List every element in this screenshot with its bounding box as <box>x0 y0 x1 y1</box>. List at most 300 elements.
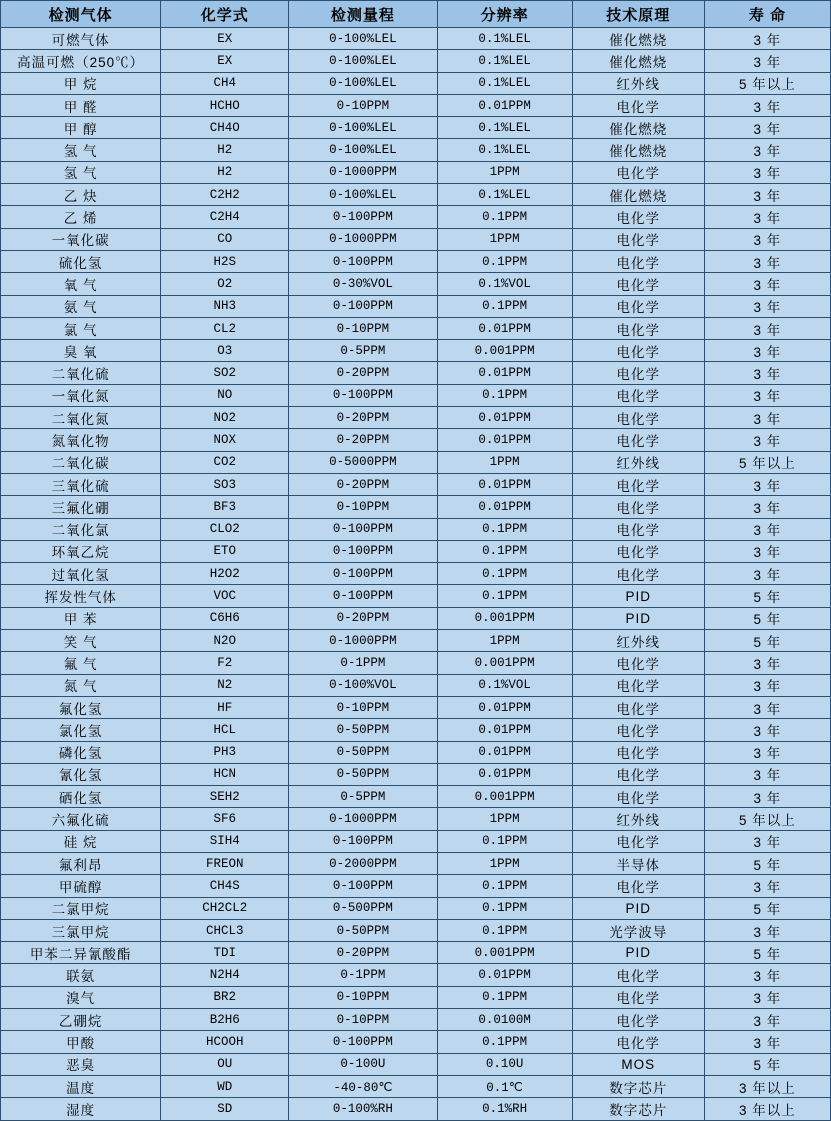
cell-lifespan: 3 年 <box>704 986 830 1008</box>
table-row <box>1 228 831 250</box>
cell-principle: 电化学 <box>572 362 704 384</box>
cell-range: -40-80℃ <box>289 1075 437 1097</box>
cell-formula: CH4 <box>161 72 289 94</box>
cell-range: 0-30%VOL <box>289 273 437 295</box>
cell-range: 0-20PPM <box>289 362 437 384</box>
cell-principle: 催化燃烧 <box>572 50 704 72</box>
table-row <box>1 585 831 607</box>
table-row <box>1 786 831 808</box>
cell-principle: 电化学 <box>572 964 704 986</box>
cell-resolution: 1PPM <box>437 808 572 830</box>
cell-gas: 氯化氢 <box>1 719 161 741</box>
cell-resolution: 0.1PPM <box>437 250 572 272</box>
cell-formula: CH4O <box>161 117 289 139</box>
cell-principle: 催化燃烧 <box>572 184 704 206</box>
cell-formula: N2O <box>161 630 289 652</box>
cell-range: 0-20PPM <box>289 607 437 629</box>
cell-lifespan: 3 年 <box>704 696 830 718</box>
cell-gas: 甲 烷 <box>1 72 161 94</box>
cell-resolution: 0.1%LEL <box>437 184 572 206</box>
cell-lifespan: 5 年以上 <box>704 72 830 94</box>
cell-lifespan: 3 年 <box>704 250 830 272</box>
cell-principle: 电化学 <box>572 786 704 808</box>
cell-formula: HF <box>161 696 289 718</box>
cell-principle: 电化学 <box>572 763 704 785</box>
table-row <box>1 652 831 674</box>
cell-principle: 红外线 <box>572 72 704 94</box>
table-row <box>1 184 831 206</box>
table-row <box>1 1075 831 1097</box>
cell-formula: OU <box>161 1053 289 1075</box>
cell-resolution: 0.01PPM <box>437 741 572 763</box>
cell-resolution: 0.1PPM <box>437 1031 572 1053</box>
cell-resolution: 0.1PPM <box>437 919 572 941</box>
cell-principle: 电化学 <box>572 496 704 518</box>
cell-range: 0-100PPM <box>289 1031 437 1053</box>
cell-resolution: 0.0100M <box>437 1009 572 1031</box>
table-row <box>1 674 831 696</box>
cell-lifespan: 3 年 <box>704 518 830 540</box>
cell-range: 0-5PPM <box>289 786 437 808</box>
cell-resolution: 0.01PPM <box>437 763 572 785</box>
cell-principle: 催化燃烧 <box>572 139 704 161</box>
cell-range: 0-5PPM <box>289 340 437 362</box>
cell-range: 0-10PPM <box>289 696 437 718</box>
table-row <box>1 407 831 429</box>
cell-range: 0-100PPM <box>289 384 437 406</box>
cell-lifespan: 3 年 <box>704 117 830 139</box>
cell-formula: FREON <box>161 852 289 874</box>
cell-resolution: 0.1%LEL <box>437 50 572 72</box>
cell-formula: HCHO <box>161 94 289 116</box>
cell-resolution: 0.1PPM <box>437 295 572 317</box>
cell-range: 0-20PPM <box>289 407 437 429</box>
cell-resolution: 0.1PPM <box>437 897 572 919</box>
cell-formula: HCN <box>161 763 289 785</box>
cell-lifespan: 3 年 <box>704 1009 830 1031</box>
cell-range: 0-20PPM <box>289 429 437 451</box>
cell-range: 0-10PPM <box>289 1009 437 1031</box>
cell-lifespan: 3 年 <box>704 719 830 741</box>
cell-principle: 电化学 <box>572 228 704 250</box>
cell-lifespan: 3 年 <box>704 496 830 518</box>
cell-formula: EX <box>161 28 289 50</box>
cell-gas: 湿度 <box>1 1098 161 1120</box>
table-row <box>1 473 831 495</box>
cell-principle: 红外线 <box>572 451 704 473</box>
cell-principle: 电化学 <box>572 295 704 317</box>
cell-gas: 环氧乙烷 <box>1 540 161 562</box>
cell-formula: C2H4 <box>161 206 289 228</box>
cell-gas: 挥发性气体 <box>1 585 161 607</box>
cell-lifespan: 5 年 <box>704 585 830 607</box>
cell-gas: 甲苯二异氰酸酯 <box>1 942 161 964</box>
cell-gas: 硒化氢 <box>1 786 161 808</box>
cell-range: 0-500PPM <box>289 897 437 919</box>
cell-range: 0-1000PPM <box>289 161 437 183</box>
cell-lifespan: 3 年 <box>704 964 830 986</box>
cell-gas: 高温可燃（250℃） <box>1 50 161 72</box>
cell-gas: 二氯甲烷 <box>1 897 161 919</box>
cell-resolution: 0.1℃ <box>437 1075 572 1097</box>
cell-principle: 电化学 <box>572 384 704 406</box>
cell-resolution: 0.01PPM <box>437 407 572 429</box>
cell-gas: 过氧化氢 <box>1 563 161 585</box>
cell-lifespan: 3 年以上 <box>704 1098 830 1120</box>
cell-principle: 半导体 <box>572 852 704 874</box>
column-header-formula: 化学式 <box>161 1 289 28</box>
cell-gas: 一氧化碳 <box>1 228 161 250</box>
cell-resolution: 1PPM <box>437 852 572 874</box>
column-header-resolution: 分辨率 <box>437 1 572 28</box>
cell-formula: CHCL3 <box>161 919 289 941</box>
cell-formula: H2 <box>161 161 289 183</box>
cell-principle: 电化学 <box>572 1031 704 1053</box>
table-row <box>1 942 831 964</box>
column-header-gas: 检测气体 <box>1 1 161 28</box>
cell-formula: PH3 <box>161 741 289 763</box>
cell-lifespan: 3 年 <box>704 362 830 384</box>
table-row <box>1 563 831 585</box>
cell-range: 0-100%LEL <box>289 184 437 206</box>
cell-principle: 电化学 <box>572 206 704 228</box>
cell-principle: 电化学 <box>572 94 704 116</box>
cell-lifespan: 3 年 <box>704 919 830 941</box>
cell-lifespan: 3 年 <box>704 184 830 206</box>
table-row <box>1 830 831 852</box>
cell-principle: 光学波导 <box>572 919 704 941</box>
cell-range: 0-10PPM <box>289 496 437 518</box>
cell-range: 0-1PPM <box>289 652 437 674</box>
cell-range: 0-10PPM <box>289 317 437 339</box>
header-row <box>1 1 831 28</box>
cell-resolution: 0.001PPM <box>437 942 572 964</box>
cell-principle: 电化学 <box>572 986 704 1008</box>
cell-principle: 电化学 <box>572 429 704 451</box>
table-row <box>1 94 831 116</box>
cell-range: 0-100%LEL <box>289 50 437 72</box>
table-row <box>1 451 831 473</box>
cell-principle: 电化学 <box>572 830 704 852</box>
cell-gas: 二氧化硫 <box>1 362 161 384</box>
cell-gas: 氮氧化物 <box>1 429 161 451</box>
cell-formula: SIH4 <box>161 830 289 852</box>
table-row <box>1 1009 831 1031</box>
column-header-lifespan: 寿 命 <box>704 1 830 28</box>
cell-lifespan: 3 年 <box>704 540 830 562</box>
cell-range: 0-50PPM <box>289 741 437 763</box>
cell-resolution: 0.1PPM <box>437 875 572 897</box>
table-row <box>1 1031 831 1053</box>
table-row <box>1 384 831 406</box>
cell-lifespan: 5 年 <box>704 897 830 919</box>
cell-principle: 电化学 <box>572 161 704 183</box>
cell-principle: 催化燃烧 <box>572 117 704 139</box>
table-row <box>1 696 831 718</box>
cell-gas: 三氟化硼 <box>1 496 161 518</box>
cell-principle: 电化学 <box>572 875 704 897</box>
cell-formula: CO <box>161 228 289 250</box>
cell-resolution: 0.1PPM <box>437 206 572 228</box>
cell-range: 0-50PPM <box>289 763 437 785</box>
cell-gas: 甲 醇 <box>1 117 161 139</box>
cell-range: 0-100PPM <box>289 540 437 562</box>
cell-resolution: 0.1%LEL <box>437 28 572 50</box>
cell-formula: N2H4 <box>161 964 289 986</box>
cell-resolution: 0.01PPM <box>437 496 572 518</box>
cell-lifespan: 3 年 <box>704 875 830 897</box>
cell-resolution: 0.10U <box>437 1053 572 1075</box>
table-row <box>1 139 831 161</box>
cell-gas: 氧 气 <box>1 273 161 295</box>
table-row <box>1 50 831 72</box>
cell-lifespan: 5 年以上 <box>704 808 830 830</box>
cell-lifespan: 5 年 <box>704 630 830 652</box>
cell-principle: 电化学 <box>572 518 704 540</box>
cell-lifespan: 3 年 <box>704 741 830 763</box>
cell-principle: 电化学 <box>572 250 704 272</box>
cell-gas: 乙 炔 <box>1 184 161 206</box>
table-row <box>1 28 831 50</box>
cell-gas: 氟 气 <box>1 652 161 674</box>
cell-gas: 氟化氢 <box>1 696 161 718</box>
cell-resolution: 0.01PPM <box>437 94 572 116</box>
cell-formula: CH4S <box>161 875 289 897</box>
cell-formula: EX <box>161 50 289 72</box>
cell-resolution: 1PPM <box>437 451 572 473</box>
cell-resolution: 0.001PPM <box>437 786 572 808</box>
cell-lifespan: 3 年 <box>704 206 830 228</box>
table-row <box>1 1098 831 1120</box>
cell-range: 0-100%RH <box>289 1098 437 1120</box>
cell-principle: 电化学 <box>572 652 704 674</box>
cell-gas: 氨 气 <box>1 295 161 317</box>
cell-formula: HCL <box>161 719 289 741</box>
cell-lifespan: 5 年以上 <box>704 451 830 473</box>
cell-gas: 恶臭 <box>1 1053 161 1075</box>
cell-resolution: 1PPM <box>437 630 572 652</box>
cell-principle: 电化学 <box>572 741 704 763</box>
cell-lifespan: 3 年 <box>704 1031 830 1053</box>
cell-principle: 红外线 <box>572 630 704 652</box>
cell-principle: 数字芯片 <box>572 1075 704 1097</box>
cell-gas: 氯 气 <box>1 317 161 339</box>
cell-range: 0-100%LEL <box>289 72 437 94</box>
cell-resolution: 0.001PPM <box>437 652 572 674</box>
table-row <box>1 161 831 183</box>
cell-resolution: 0.01PPM <box>437 317 572 339</box>
cell-lifespan: 3 年 <box>704 228 830 250</box>
cell-formula: NH3 <box>161 295 289 317</box>
cell-range: 0-50PPM <box>289 919 437 941</box>
table-row <box>1 897 831 919</box>
cell-formula: B2H6 <box>161 1009 289 1031</box>
table-row <box>1 340 831 362</box>
table-row <box>1 250 831 272</box>
cell-gas: 乙硼烷 <box>1 1009 161 1031</box>
table-body <box>1 28 831 1121</box>
table-row <box>1 273 831 295</box>
cell-resolution: 0.1PPM <box>437 986 572 1008</box>
cell-resolution: 0.001PPM <box>437 340 572 362</box>
cell-principle: 红外线 <box>572 808 704 830</box>
cell-gas: 温度 <box>1 1075 161 1097</box>
cell-principle: 电化学 <box>572 473 704 495</box>
cell-lifespan: 3 年以上 <box>704 1075 830 1097</box>
cell-gas: 联氨 <box>1 964 161 986</box>
cell-lifespan: 3 年 <box>704 273 830 295</box>
cell-principle: 电化学 <box>572 540 704 562</box>
cell-principle: MOS <box>572 1053 704 1075</box>
cell-range: 0-1PPM <box>289 964 437 986</box>
cell-range: 0-1000PPM <box>289 808 437 830</box>
cell-range: 0-50PPM <box>289 719 437 741</box>
table-row <box>1 919 831 941</box>
cell-formula: O3 <box>161 340 289 362</box>
cell-range: 0-1000PPM <box>289 630 437 652</box>
cell-lifespan: 3 年 <box>704 473 830 495</box>
cell-resolution: 0.1PPM <box>437 384 572 406</box>
cell-gas: 六氟化硫 <box>1 808 161 830</box>
cell-gas: 三氧化硫 <box>1 473 161 495</box>
cell-gas: 二氧化氮 <box>1 407 161 429</box>
table-row <box>1 72 831 94</box>
cell-lifespan: 3 年 <box>704 830 830 852</box>
cell-range: 0-20PPM <box>289 473 437 495</box>
cell-principle: 催化燃烧 <box>572 28 704 50</box>
cell-range: 0-100PPM <box>289 585 437 607</box>
cell-resolution: 0.1PPM <box>437 830 572 852</box>
cell-range: 0-100PPM <box>289 563 437 585</box>
column-header-range: 检测量程 <box>289 1 437 28</box>
column-header-principle: 技术原理 <box>572 1 704 28</box>
cell-principle: 数字芯片 <box>572 1098 704 1120</box>
table-row <box>1 295 831 317</box>
table-row <box>1 852 831 874</box>
cell-formula: TDI <box>161 942 289 964</box>
table-row <box>1 986 831 1008</box>
cell-gas: 臭 氧 <box>1 340 161 362</box>
cell-gas: 可燃气体 <box>1 28 161 50</box>
cell-principle: 电化学 <box>572 340 704 362</box>
cell-gas: 氮 气 <box>1 674 161 696</box>
cell-range: 0-2000PPM <box>289 852 437 874</box>
cell-formula: CLO2 <box>161 518 289 540</box>
cell-gas: 磷化氢 <box>1 741 161 763</box>
cell-range: 0-20PPM <box>289 942 437 964</box>
cell-lifespan: 5 年 <box>704 852 830 874</box>
table-row <box>1 741 831 763</box>
cell-lifespan: 3 年 <box>704 563 830 585</box>
table-row <box>1 808 831 830</box>
cell-principle: 电化学 <box>572 273 704 295</box>
cell-formula: N2 <box>161 674 289 696</box>
cell-resolution: 0.1PPM <box>437 563 572 585</box>
cell-range: 0-100PPM <box>289 206 437 228</box>
cell-formula: CL2 <box>161 317 289 339</box>
table-row <box>1 518 831 540</box>
cell-principle: 电化学 <box>572 563 704 585</box>
table-row <box>1 429 831 451</box>
cell-lifespan: 3 年 <box>704 429 830 451</box>
cell-formula: ETO <box>161 540 289 562</box>
cell-formula: HCOOH <box>161 1031 289 1053</box>
table-row <box>1 719 831 741</box>
cell-resolution: 0.1%LEL <box>437 117 572 139</box>
cell-formula: CO2 <box>161 451 289 473</box>
cell-formula: BF3 <box>161 496 289 518</box>
cell-lifespan: 5 年 <box>704 607 830 629</box>
cell-formula: H2O2 <box>161 563 289 585</box>
cell-gas: 甲 苯 <box>1 607 161 629</box>
cell-range: 0-100PPM <box>289 875 437 897</box>
cell-principle: 电化学 <box>572 317 704 339</box>
cell-formula: O2 <box>161 273 289 295</box>
cell-formula: C2H2 <box>161 184 289 206</box>
cell-gas: 三氯甲烷 <box>1 919 161 941</box>
cell-range: 0-5000PPM <box>289 451 437 473</box>
cell-formula: NOX <box>161 429 289 451</box>
cell-lifespan: 3 年 <box>704 407 830 429</box>
cell-resolution: 1PPM <box>437 161 572 183</box>
cell-lifespan: 3 年 <box>704 652 830 674</box>
table-row <box>1 317 831 339</box>
table-row <box>1 540 831 562</box>
cell-gas: 溴气 <box>1 986 161 1008</box>
cell-formula: H2 <box>161 139 289 161</box>
cell-formula: NO2 <box>161 407 289 429</box>
cell-lifespan: 3 年 <box>704 763 830 785</box>
cell-resolution: 0.1%VOL <box>437 273 572 295</box>
cell-gas: 硫化氢 <box>1 250 161 272</box>
cell-formula: VOC <box>161 585 289 607</box>
cell-range: 0-1000PPM <box>289 228 437 250</box>
cell-lifespan: 3 年 <box>704 317 830 339</box>
cell-lifespan: 5 年 <box>704 1053 830 1075</box>
table-row <box>1 763 831 785</box>
cell-gas: 甲硫醇 <box>1 875 161 897</box>
cell-principle: PID <box>572 607 704 629</box>
cell-resolution: 0.1%VOL <box>437 674 572 696</box>
cell-principle: 电化学 <box>572 674 704 696</box>
table-row <box>1 607 831 629</box>
cell-formula: BR2 <box>161 986 289 1008</box>
cell-formula: NO <box>161 384 289 406</box>
cell-lifespan: 3 年 <box>704 786 830 808</box>
cell-formula: CH2CL2 <box>161 897 289 919</box>
cell-lifespan: 3 年 <box>704 340 830 362</box>
cell-gas: 氢 气 <box>1 139 161 161</box>
cell-formula: SF6 <box>161 808 289 830</box>
table-row <box>1 964 831 986</box>
cell-principle: PID <box>572 585 704 607</box>
cell-lifespan: 3 年 <box>704 139 830 161</box>
cell-principle: 电化学 <box>572 719 704 741</box>
cell-formula: SEH2 <box>161 786 289 808</box>
cell-resolution: 0.01PPM <box>437 696 572 718</box>
cell-range: 0-100U <box>289 1053 437 1075</box>
cell-gas: 笑 气 <box>1 630 161 652</box>
cell-range: 0-100%VOL <box>289 674 437 696</box>
cell-gas: 一氧化氮 <box>1 384 161 406</box>
cell-lifespan: 3 年 <box>704 50 830 72</box>
cell-principle: 电化学 <box>572 1009 704 1031</box>
cell-resolution: 0.1%LEL <box>437 72 572 94</box>
table-header <box>1 1 831 28</box>
cell-principle: 电化学 <box>572 407 704 429</box>
cell-resolution: 0.1PPM <box>437 585 572 607</box>
cell-formula: SD <box>161 1098 289 1120</box>
